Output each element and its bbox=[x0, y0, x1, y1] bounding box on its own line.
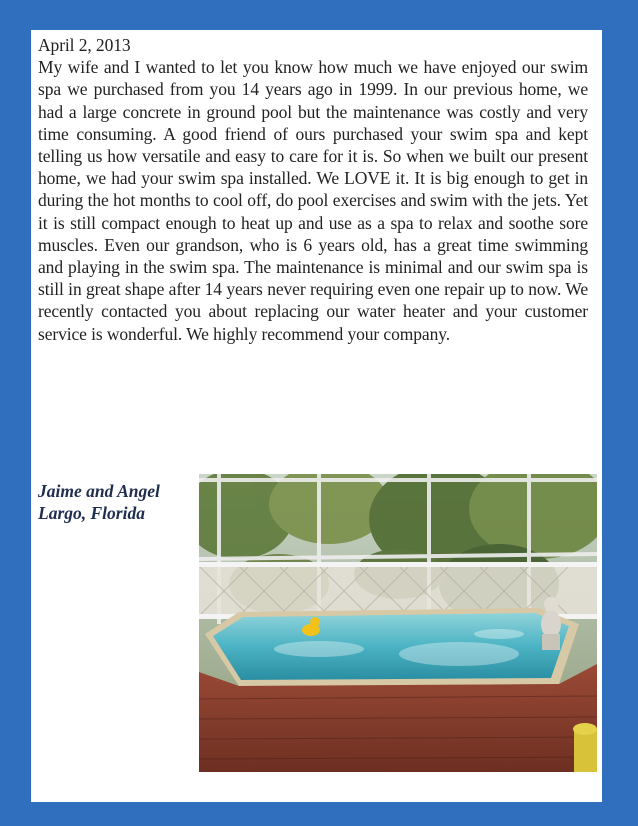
letter-date: April 2, 2013 bbox=[38, 35, 131, 55]
signature-location: Largo, Florida bbox=[38, 503, 145, 524]
letter-body: My wife and I wanted to let you know how much we have enjoyed our swim spa we purchased from you 14 years ago in 1999. In our previous home, we had a large concrete in ground pool but the maintenance was costly and very time consuming. A good friend of ours purchased your swim spa and kept telling us how versatile and easy to care for it is. So when we built our present home, we had your swim spa installed. We LOVE it. It is big enough to get in during the hot months to cool off, do pool exercises and swim with the jets. Yet it is still compact enough to heat up and use as a spa to relax and soothe sore muscles. Even our grandson, who is 6 years old, has a great time swimming and playing in the swim spa. The maintenance is minimal and our swim spa is still in great shape after 14 years never requiring even one repair up to now. We recently contacted you about replacing our water heater and your customer service is wonderful. We highly recommend your company. bbox=[38, 57, 588, 344]
signature-block bbox=[38, 480, 160, 524]
swim-spa-photo bbox=[199, 474, 597, 772]
signature-names: Jaime and Angel bbox=[38, 481, 160, 501]
testimonial-letter bbox=[38, 34, 588, 345]
